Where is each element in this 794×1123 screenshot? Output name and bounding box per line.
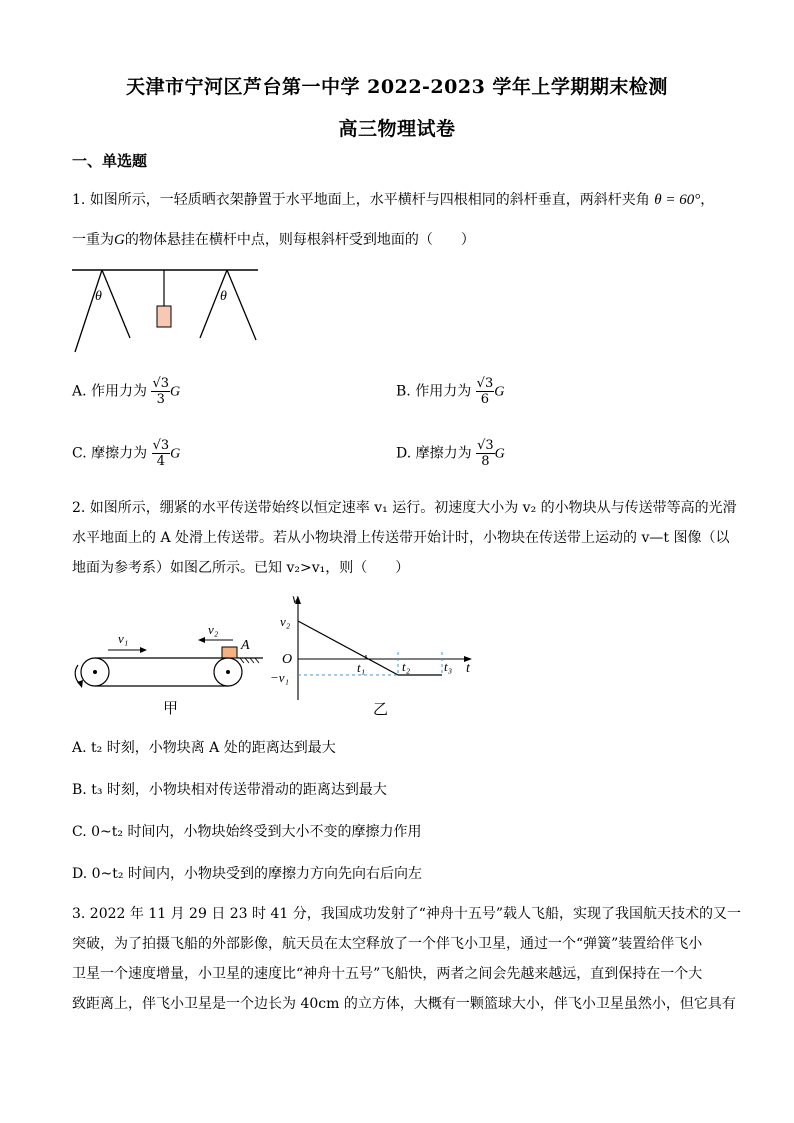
v1-arrowhead xyxy=(140,647,147,653)
option-letter: B. xyxy=(396,383,411,400)
q2-line2: 水平地面上的 A 处滑上传送带。若从小物块滑上传送带开始计时，小物块在传送带上运动的 v—t 图像（以 xyxy=(72,530,730,546)
right-pulley-axle xyxy=(226,670,230,674)
page-title: 天津市宁河区芦台第一中学 2022-2023 学年上学期期末检测 xyxy=(126,76,668,98)
v-axis-label: v xyxy=(292,592,299,607)
q2-figure-conveyor xyxy=(68,620,268,720)
section-heading: 一、单选题 xyxy=(72,152,148,170)
q1-comma: ， xyxy=(700,192,715,208)
frac-den: 3 xyxy=(156,392,165,407)
neg-v1-tick-label: −v₁ xyxy=(270,670,290,685)
q2-figure-vt-graph xyxy=(268,590,483,720)
q2-line3: 地面为参考系）如图乙所示。已知 v₂>v₁，则（ ） xyxy=(72,560,410,576)
q2-line1: 2. 如图所示，绷紧的水平传送带始终以恒定速率 v₁ 运行。初速度大小为 v₂ 的小物块从与传送带等高的光滑 xyxy=(72,500,737,516)
q2-option-d[interactable]: D. 0~t₂ 时间内，小物块受到的摩擦力方向先向右后向左 xyxy=(72,866,422,882)
q1-g-symbol: G xyxy=(114,232,125,248)
caption-jia: 甲 xyxy=(163,701,179,717)
hanging-weight xyxy=(157,306,171,327)
left-leg-inner xyxy=(102,270,130,338)
q1-angle-math: θ = 60° xyxy=(654,192,701,208)
t1-label: t₁ xyxy=(357,660,366,675)
v1-label: v₁ xyxy=(118,631,129,646)
q1-option-b[interactable] xyxy=(396,376,504,407)
option-text: 摩擦力为 xyxy=(415,445,472,462)
page-subtitle: 高三物理试卷 xyxy=(338,118,456,140)
theta-left-label: θ xyxy=(95,289,102,304)
frac-num: √3 xyxy=(152,376,170,391)
v2-label: v₂ xyxy=(208,622,219,637)
vt-line-decel xyxy=(298,621,398,675)
q3-line4: 致距离上，伴飞小卫星是一个边长为 40cm 的立方体，大概有一颗篮球大小，伴飞小卫星虽然小，但它具有 xyxy=(72,996,736,1012)
point-a-label: A xyxy=(241,638,250,653)
q1-line1 xyxy=(72,190,714,210)
q1-text-2b: 的物体悬挂在横杆中点，则每根斜杆受到地面的（ ） xyxy=(124,232,475,248)
option-letter: C. xyxy=(72,445,87,462)
v2-arrowhead xyxy=(198,637,205,643)
option-letter: A. xyxy=(72,383,87,400)
q3-line3: 卫星一个速度增量，小卫星的速度比“神舟十五号”飞船快，两者之间会先越来越远，直到保持在一个大 xyxy=(72,966,703,982)
q3-line2: 突破，为了拍摄飞船的外部影像，航天员在太空释放了一个伴飞小卫星，通过一个“弹簧”装置给伴飞小 xyxy=(72,936,703,952)
option-text: 作用力为 xyxy=(415,383,472,400)
frac-den: 6 xyxy=(480,392,490,407)
option-fraction xyxy=(151,376,170,407)
left-pulley-axle xyxy=(93,670,97,674)
option-fraction xyxy=(476,376,495,407)
frac-num: √3 xyxy=(152,438,170,453)
q3-line1: 3. 2022 年 11 月 29 日 23 时 41 分，我国成功发射了“神舟十五号”载人飞船，实现了我国航天技术的又一 xyxy=(72,906,742,922)
option-tail: G xyxy=(494,446,505,462)
option-tail: G xyxy=(494,384,505,400)
caption-yi: 乙 xyxy=(373,702,389,718)
v2-tick-label: v₂ xyxy=(280,614,291,629)
q1-option-d[interactable] xyxy=(396,438,505,469)
q1-figure-clothes-rack xyxy=(70,262,265,357)
right-leg-outer xyxy=(227,270,256,340)
q1-option-a[interactable] xyxy=(72,376,180,407)
option-text: 作用力为 xyxy=(91,383,148,400)
option-tail: G xyxy=(170,384,181,400)
q1-option-c[interactable] xyxy=(72,438,180,469)
theta-right-label: θ xyxy=(220,289,227,304)
q1-text-1: 1. 如图所示，一轻质晒衣架静置于水平地面上，水平横杆与四根相同的斜杆垂直，两斜杆夹角 xyxy=(72,192,650,208)
option-fraction xyxy=(152,438,171,469)
t3-label: t₃ xyxy=(444,659,453,674)
rotation-arrow xyxy=(75,665,80,684)
q2-option-c[interactable]: C. 0~t₂ 时间内，小物块始终受到大小不变的摩擦力作用 xyxy=(72,824,422,840)
frac-num: √3 xyxy=(477,438,494,453)
option-tail: G xyxy=(170,446,181,462)
ground-hatch xyxy=(240,658,259,663)
frac-den: 4 xyxy=(156,454,165,469)
q1-text-2a: 一重为 xyxy=(72,232,114,248)
right-leg-inner xyxy=(200,270,227,338)
q2-option-a[interactable]: A. t₂ 时刻，小物块离 A 处的距离达到最大 xyxy=(72,740,336,756)
option-text: 摩擦力为 xyxy=(91,445,148,462)
small-block xyxy=(222,647,237,658)
origin-label: O xyxy=(282,652,293,667)
left-leg-outer xyxy=(75,270,102,352)
frac-num: √3 xyxy=(476,376,494,391)
t-axis-label: t xyxy=(466,661,470,676)
q1-line2 xyxy=(72,230,475,250)
option-letter: D. xyxy=(396,445,412,462)
frac-den: 8 xyxy=(481,454,490,469)
option-fraction xyxy=(476,438,495,469)
t2-label: t₂ xyxy=(402,659,411,674)
q2-option-b[interactable]: B. t₃ 时刻，小物块相对传送带滑动的距离达到最大 xyxy=(72,782,387,798)
